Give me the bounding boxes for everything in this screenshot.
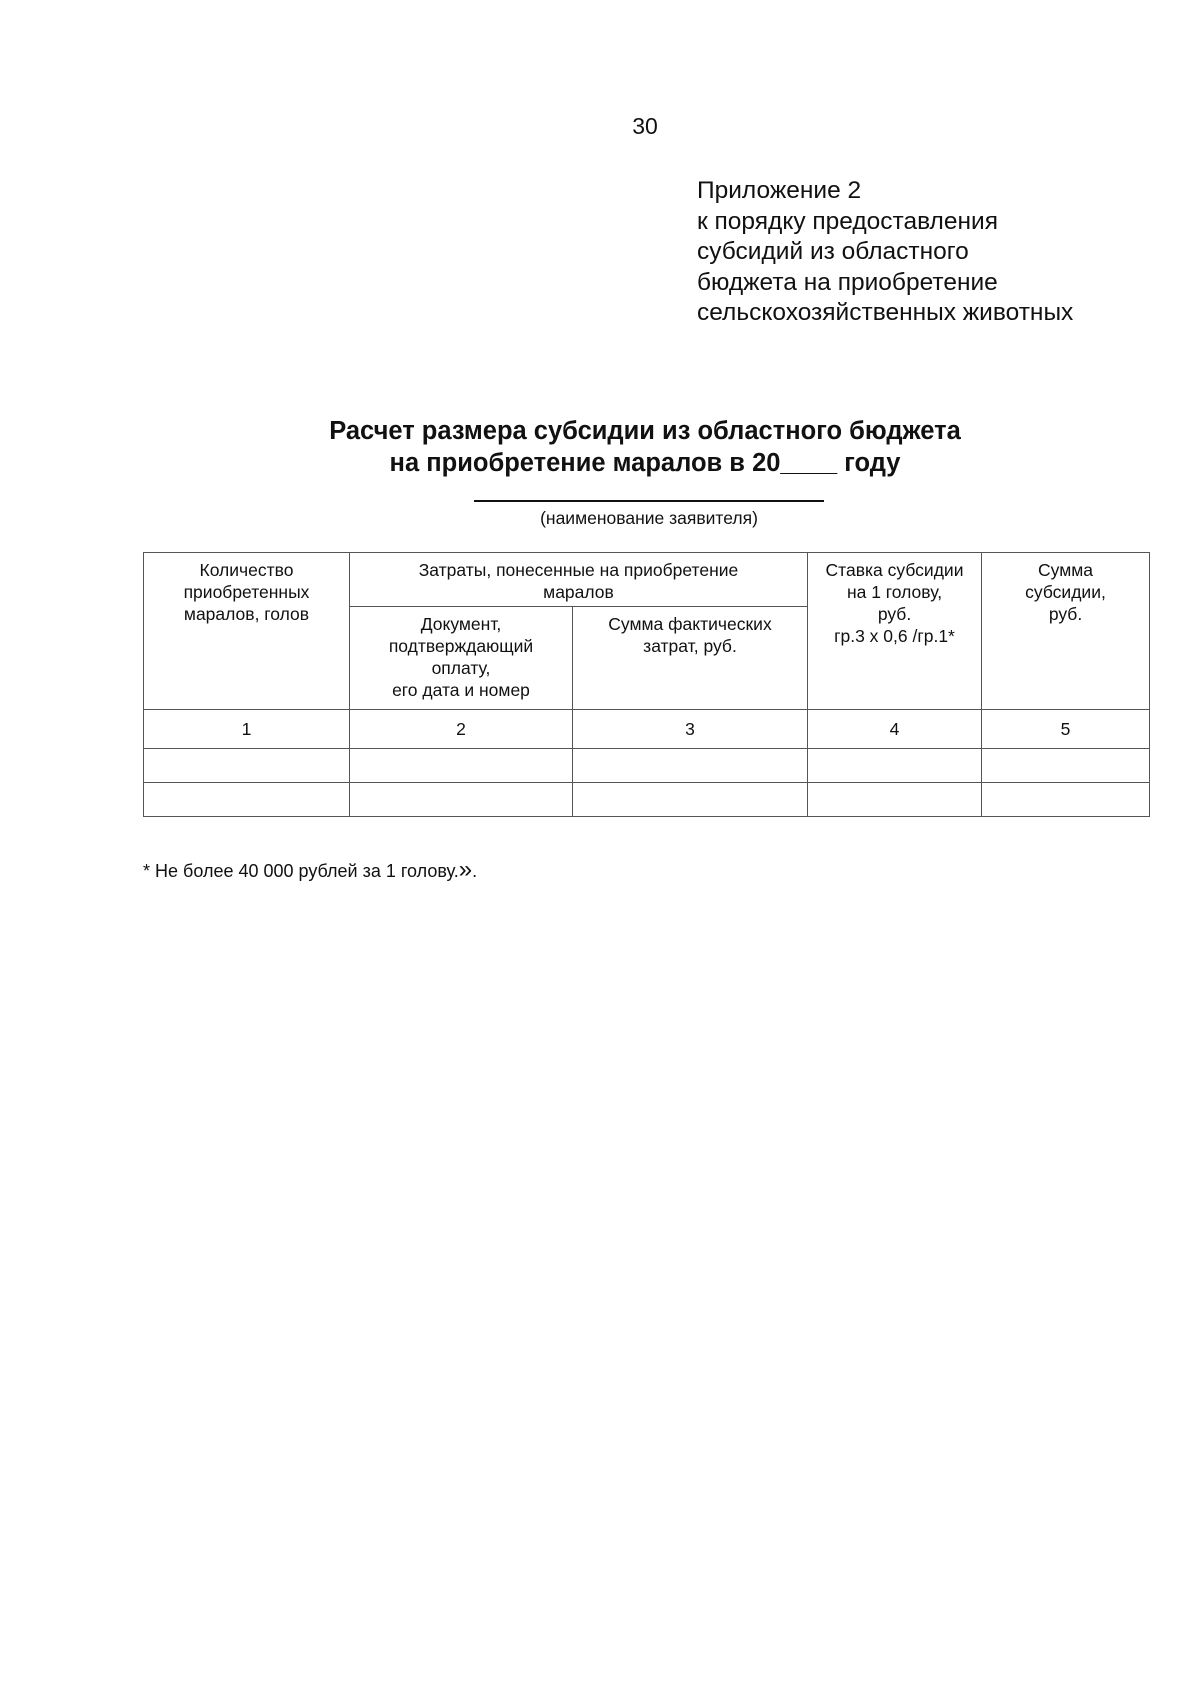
appendix-block [697, 176, 1073, 329]
header-payment-document [350, 607, 573, 710]
empty-cell [350, 783, 573, 817]
header-text: затрат, руб. [643, 636, 737, 656]
header-subsidy-rate [808, 553, 982, 710]
table-row [144, 749, 1150, 783]
header-text: Сумма фактических [608, 614, 772, 634]
title-line-2: на приобретение маралов в 20____ году [389, 448, 901, 477]
column-number: 4 [808, 710, 982, 749]
appendix-line: к порядку предоставления [697, 207, 998, 235]
header-text: руб. [877, 604, 912, 624]
column-number: 5 [982, 710, 1150, 749]
closing-quote: » [458, 856, 473, 883]
header-text: Затраты, понесенные на приобретение [418, 560, 739, 580]
footnote [143, 856, 477, 884]
empty-cell [144, 749, 350, 783]
header-text: Ставка субсидии [825, 560, 964, 580]
table-header-row [144, 553, 1150, 607]
header-actual-cost-sum [573, 607, 808, 710]
header-text: Количество [199, 560, 294, 580]
appendix-line: субсидий из областного [697, 238, 969, 265]
header-text: руб. [1048, 604, 1083, 624]
subsidy-calculation-table [143, 552, 1150, 817]
closing-period: . [472, 861, 478, 881]
appendix-line: сельскохозяйственных животных [697, 299, 1074, 326]
appendix-line: Приложение 2 [697, 177, 862, 204]
header-subsidy-sum [982, 553, 1150, 710]
empty-cell [982, 749, 1150, 783]
empty-cell [573, 783, 808, 817]
header-text: на 1 голову, [846, 582, 943, 602]
header-text: субсидии, [1025, 582, 1106, 602]
header-text: его дата и номер [392, 680, 530, 700]
empty-cell [808, 749, 982, 783]
column-number: 3 [573, 710, 808, 749]
header-costs-group [350, 553, 808, 607]
header-text: оплату, [431, 658, 491, 678]
empty-cell [808, 783, 982, 817]
header-text: маралов [543, 582, 614, 602]
title-line-1: Расчет размера субсидии из областного бюджета [329, 417, 961, 445]
appendix-line: бюджета на приобретение [697, 268, 998, 296]
document-title [0, 416, 1200, 479]
column-number-row [144, 710, 1150, 749]
column-number: 1 [144, 710, 350, 749]
header-text: Сумма [1038, 560, 1093, 580]
header-quantity [144, 553, 350, 710]
empty-cell [573, 749, 808, 783]
empty-cell [982, 783, 1150, 817]
empty-cell [350, 749, 573, 783]
table-row [144, 783, 1150, 817]
header-text: гр.3 x 0,6 /гр.1* [834, 626, 955, 646]
header-text: маралов, голов [183, 604, 310, 624]
header-text: Документ, [420, 614, 502, 634]
applicant-caption: (наименование заявителя) [540, 508, 758, 528]
footnote-text: * Не более 40 000 рублей за 1 голову. [143, 861, 459, 881]
header-text: приобретенных [183, 582, 310, 602]
page-number: 30 [632, 113, 658, 139]
column-number: 2 [350, 710, 573, 749]
header-text: подтверждающий [388, 636, 534, 656]
empty-cell [144, 783, 350, 817]
applicant-name-field [474, 500, 824, 529]
